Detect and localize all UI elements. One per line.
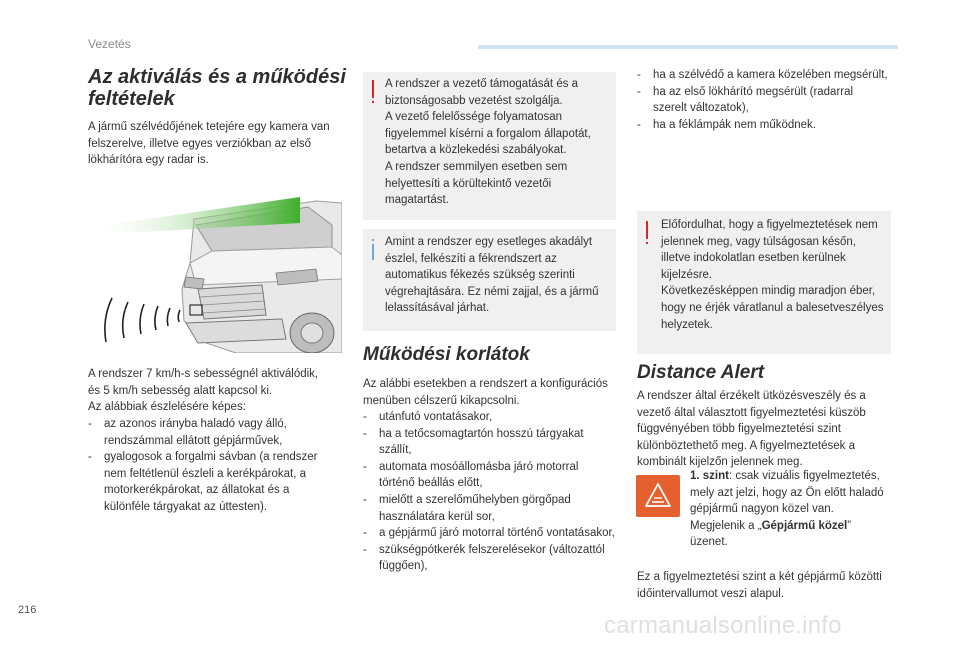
list-item: - utánfutó vontatásakor, xyxy=(363,409,617,426)
footer-paragraph: Ez a figyelmeztetési szint a két gépjármű közötti időintervallumot veszi alapul. xyxy=(637,571,882,600)
intro-paragraph: A jármű szélvédőjének tetejére egy kamera van felszerelve, illetve egyes verziókban az első lökhárítóra egy radar is. xyxy=(88,121,330,167)
continued-list xyxy=(637,67,889,133)
warning-text: A rendszer a vezető támogatását és a biztonságosabb vezetést szolgálja. A vezető felelőssége folyamatosan figyelemmel kísérni a forgalom állapotát, betartva a közlekedési szabályokat. A rendszer semmilyen esetben sem helyettesíti a körültekintő vezetői magatartást. xyxy=(385,78,591,207)
warning-box xyxy=(363,72,616,220)
info-text: Amint a rendszer egy esetleges akadályt észlel, felkészíti a fékrendszert az automatikus fékezés szükség szerinti végrehajtására. Ez némi zajjal, és a jármű lelassításával járhat. xyxy=(385,236,599,315)
limits-list xyxy=(363,409,617,575)
detect-list xyxy=(88,416,338,516)
list-item: - gyalogosok a forgalmi sávban (a rendszer nem feltétlenül észleli a kerékpárokat, a motorkerékpárokat, az állatokat és a különféle tárgyakat az úttesten). xyxy=(88,449,338,515)
level1-text: : csak vizuális figyelmeztetés, mely azt jelzi, hogy az Ön előtt haladó gépjármű nagyon közel van. xyxy=(690,470,884,516)
info-mark-icon xyxy=(372,244,374,260)
level1-label: 1. szint xyxy=(690,470,729,482)
activation-paragraph xyxy=(88,366,350,416)
distance-alert-paragraph: A rendszer által érzékelt ütközésveszély és a vezető által választott figyelmeztetési küszöb függvényében több figyelmeztetési szint különböztethető meg. A figyelmeztetések a kombinált kijelzőn jelennek meg. xyxy=(637,390,866,469)
list-item: - az azonos irányba haladó vagy álló, rendszámmal ellátott gépjárművek, xyxy=(88,416,338,449)
limits-title: Működési korlátok xyxy=(363,344,530,365)
warning-mark-icon xyxy=(372,80,374,98)
car-warning-icon xyxy=(636,475,680,517)
info-box xyxy=(363,229,616,331)
radar-waves-icon xyxy=(98,292,194,346)
list-item: - ha az első lökhárító megsérült (radarral szerelt változatok), xyxy=(637,84,889,117)
activation-line: A rendszer 7 km/h-s sebességnél aktiválódik, xyxy=(88,368,319,380)
level1-msg-prefix: Megjelenik a „ xyxy=(690,519,762,532)
limits-intro: Az alábbi esetekben a rendszert a konfigurációs menüben célszerű kikapcsolni. xyxy=(363,378,608,407)
warning-box-right xyxy=(637,211,891,354)
list-item: - szükségpótkerék felszerelésekor (változattól függően), xyxy=(363,542,617,575)
warning-mark-dot xyxy=(372,101,374,103)
page-title: Az aktiválás és a működési feltételek xyxy=(88,66,346,110)
list-item: - automata mosóállomásba járó motorral történő beállás előtt, xyxy=(363,459,617,492)
level1-paragraph xyxy=(690,468,890,551)
page-number: 216 xyxy=(18,604,37,616)
activation-line: és 5 km/h sebesség alatt kapcsol ki. xyxy=(88,384,273,397)
level1-message xyxy=(690,518,890,551)
section-label: Vezetés xyxy=(88,37,131,51)
watermark: carmanualsonline.info xyxy=(604,612,842,639)
header-rule xyxy=(478,45,898,49)
warning-text-right: Előfordulhat, hogy a figyelmeztetések nem jelennek meg, vagy túlságosan későn, illetve indokolatlan esetben kerülnek kijelzésre. Következésképpen mindig maradjon éber, hogy ne érjék váratlanul a balesetveszélyes helyzetek. xyxy=(661,219,884,331)
car-warning-glyph xyxy=(636,475,680,517)
list-item: - ha a szélvédő a kamera közelében megsérült, xyxy=(637,67,889,84)
level1-msg-bold: Gépjármű közel xyxy=(761,519,848,532)
warning-mark-dot xyxy=(646,242,648,244)
activation-line: Az alábbiak észlelésére képes: xyxy=(88,401,246,414)
level1-description xyxy=(690,468,890,518)
list-item: - ha a féklámpák nem működnek. xyxy=(637,117,889,134)
info-mark-dot xyxy=(372,239,374,241)
list-item: - mielőtt a szerelőműhelyben görgőpad használatára kerül sor, xyxy=(363,492,617,525)
list-item: - a gépjármű járó motorral történő vontatásakor, xyxy=(363,525,617,542)
list-item: - ha a tetőcsomagtartón hosszú tárgyakat szállít, xyxy=(363,426,617,459)
distance-alert-title: Distance Alert xyxy=(637,362,765,383)
level1-msg-suffix: ” üzenet. xyxy=(690,519,852,549)
warning-mark-icon xyxy=(646,221,648,239)
